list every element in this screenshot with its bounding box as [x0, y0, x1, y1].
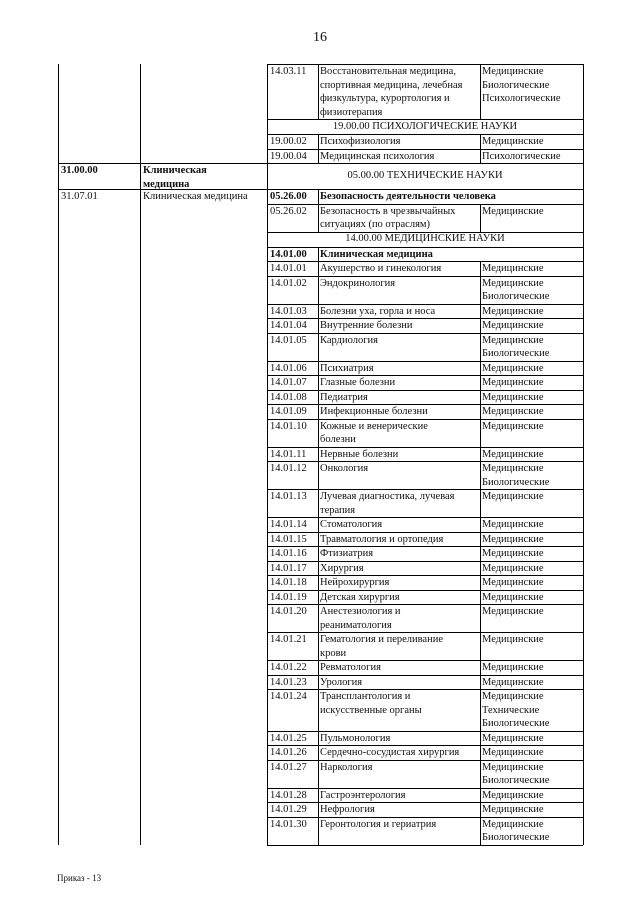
table-rule [480, 731, 481, 746]
table-rule [480, 64, 481, 119]
specialty-code: 14.01.29 [270, 804, 307, 815]
specialty-name: Наркология [320, 761, 373, 773]
footer-note: Приказ - 13 [57, 873, 102, 883]
table-rule [58, 189, 267, 190]
specialty-name: реаниматология [320, 619, 392, 631]
specialty-name: спортивная медицина, лечебная [320, 79, 463, 91]
specialty-name: Детская хирургия [320, 591, 400, 603]
table-rule [480, 660, 481, 675]
science-branch: Медицинские [482, 804, 544, 815]
specialty-code: 14.01.28 [270, 789, 307, 801]
table-rule [480, 489, 481, 517]
table-rule [583, 64, 584, 845]
table-rule [318, 404, 319, 419]
specialty-code: 14.01.26 [270, 747, 307, 758]
specialty-name: Медицинская психология [320, 150, 435, 162]
science-branch: Медицинские [482, 519, 544, 530]
specialty-name: Травматология и ортопедия [320, 533, 444, 545]
science-branch: Биологические [482, 832, 550, 843]
section-header: 14.00.00 МЕДИЦИНСКИЕ НАУКИ [345, 233, 505, 245]
specialty-name: Онкология [320, 463, 369, 474]
table-rule [480, 361, 481, 376]
science-branch: Медицинские [482, 634, 544, 645]
specialty-code: 14.01.09 [270, 406, 307, 417]
specialty-name: Болезни уха, горла и носа [320, 305, 436, 317]
specialty-code: 14.01.05 [270, 334, 307, 346]
science-branch: Медицинские [482, 747, 544, 758]
table-rule [480, 447, 481, 462]
specialty-code: 14.01.12 [270, 463, 307, 474]
specialty-name: Сердечно-сосудистая хирургия [320, 747, 460, 758]
specialty-name: болезни [320, 434, 356, 445]
specialty-code: 14.01.10 [270, 420, 307, 432]
science-branch: Медицинские [482, 818, 544, 830]
specialty-name: Педиатрия [320, 391, 368, 403]
science-branch: Медицинские [482, 577, 544, 588]
table-rule [318, 375, 319, 390]
science-branch: Медицинские [482, 662, 544, 673]
specialty-name: физиотерапия [320, 106, 383, 118]
specialty-name: Гастроэнтерология [320, 789, 406, 801]
table-rule [480, 390, 481, 405]
specialty-code: 14.01.02 [270, 277, 307, 289]
specialty-name: ситуациях (по отраслям) [320, 219, 431, 230]
science-branch: Биологические [482, 718, 550, 729]
table-rule [480, 745, 481, 760]
science-branch: Медицинские [482, 136, 544, 147]
specialty-code: 14.01.17 [270, 562, 307, 574]
specialty-name: Стоматология [320, 519, 383, 530]
table-rule [480, 304, 481, 319]
table-rule [480, 590, 481, 605]
table-rule [318, 632, 319, 660]
table-rule [318, 276, 319, 304]
group-code: 31.07.01 [61, 191, 98, 202]
table-rule [480, 461, 481, 489]
specialty-name: крови [320, 647, 347, 659]
table-rule [480, 134, 481, 149]
table-rule [480, 318, 481, 333]
science-branch: Медицинские [482, 732, 544, 744]
science-branch: Медицинские [482, 533, 544, 545]
table-rule [318, 788, 319, 803]
table-rule [480, 333, 481, 361]
table-rule [318, 189, 319, 204]
group-code: 31.00.00 [61, 165, 98, 176]
table-rule [480, 204, 481, 232]
specialty-name: Безопасность в чрезвычайных [320, 205, 456, 217]
table-rule [318, 660, 319, 675]
specialty-code: 14.01.14 [270, 519, 307, 530]
table-rule [318, 204, 319, 232]
table-rule [318, 532, 319, 547]
table-rule [318, 261, 319, 276]
table-rule [480, 261, 481, 276]
page-number: 16 [313, 30, 327, 45]
specialty-code: 14.01.06 [270, 362, 307, 374]
science-branch: Медицинские [482, 66, 544, 77]
specialty-code: 14.01.13 [270, 491, 307, 502]
science-branch: Биологические [482, 79, 550, 91]
specialty-name: Психиатрия [320, 362, 374, 374]
table-rule [480, 575, 481, 590]
specialty-name: Клиническая медицина [320, 248, 433, 260]
table-rule [318, 561, 319, 576]
table-rule [318, 802, 319, 817]
table-rule [318, 333, 319, 361]
specialty-code: 05.26.00 [270, 191, 307, 202]
specialty-name: Акушерство и гинекология [320, 263, 442, 274]
specialty-code: 14.01.27 [270, 761, 307, 773]
group-name: медицина [143, 178, 190, 190]
specialty-code: 14.01.15 [270, 533, 307, 545]
table-rule [318, 149, 319, 164]
table-rule [480, 419, 481, 447]
specialty-name: искусственные органы [320, 704, 422, 716]
science-branch: Медицинские [482, 277, 544, 289]
science-branch: Медицинские [482, 362, 544, 374]
science-branch: Медицинские [482, 562, 544, 574]
science-branch: Медицинские [482, 406, 544, 417]
table-rule [318, 134, 319, 149]
table-rule [318, 731, 319, 746]
specialty-code: 14.01.24 [270, 691, 307, 702]
table-rule [480, 276, 481, 304]
science-branch: Медицинские [482, 420, 544, 432]
section-header: 19.00.00 ПСИХОЛОГИЧЕСКИЕ НАУКИ [332, 120, 518, 132]
specialty-name: Хирургия [320, 562, 364, 574]
table-rule [480, 546, 481, 561]
table-rule [480, 632, 481, 660]
specialty-name: Урология [320, 676, 363, 688]
science-branch: Медицинские [482, 377, 544, 388]
specialty-name: Пульмонология [320, 732, 391, 744]
specialty-code: 14.01.08 [270, 391, 307, 403]
science-branch: Психологические [482, 150, 561, 162]
table-rule [267, 845, 583, 846]
table-rule [318, 304, 319, 319]
specialty-name: Психофизиология [320, 136, 401, 147]
table-rule [480, 561, 481, 576]
table-rule [58, 163, 583, 164]
table-rule [58, 64, 59, 845]
table-rule [318, 745, 319, 760]
specialty-code: 14.01.20 [270, 606, 307, 617]
table-rule [318, 247, 319, 262]
table-rule [480, 532, 481, 547]
table-rule [318, 760, 319, 788]
specialty-code: 14.01.07 [270, 377, 307, 388]
specialty-code: 14.01.25 [270, 732, 307, 744]
table-rule [480, 404, 481, 419]
specialty-code: 14.03.11 [270, 66, 307, 77]
specialty-code: 14.01.11 [270, 448, 307, 460]
specialty-name: Ревматология [320, 662, 381, 673]
science-branch: Медицинские [482, 334, 544, 346]
group-name: Клиническая медицина [143, 191, 248, 202]
table-rule [318, 318, 319, 333]
science-branch: Медицинские [482, 591, 544, 603]
table-rule [318, 675, 319, 690]
specialty-name: Нервные болезни [320, 448, 399, 460]
specialty-code: 14.01.23 [270, 676, 307, 688]
specialty-code: 14.01.18 [270, 577, 307, 588]
specialty-name: терапия [320, 504, 356, 516]
specialty-code: 14.01.30 [270, 818, 307, 830]
science-branch: Медицинские [482, 491, 544, 502]
table-rule [318, 447, 319, 462]
specialty-name: Трансплантология и [320, 691, 411, 702]
science-branch: Медицинские [482, 761, 544, 773]
specialty-name: Фтизиатрия [320, 548, 374, 559]
specialty-name: Гематология и переливание [320, 634, 443, 645]
science-branch: Медицинские [482, 606, 544, 617]
specialty-code: 14.01.21 [270, 634, 307, 645]
table-rule [318, 689, 319, 731]
table-rule [318, 461, 319, 489]
table-rule [480, 517, 481, 532]
science-branch: Медицинские [482, 205, 544, 217]
section-header: 05.00.00 ТЕХНИЧЕСКИЕ НАУКИ [347, 170, 503, 182]
specialty-name: Лучевая диагностика, лучевая [320, 491, 455, 502]
table-rule [480, 149, 481, 164]
table-rule [318, 546, 319, 561]
specialty-name: физкультура, курортология и [320, 93, 450, 104]
specialty-code: 14.01.22 [270, 662, 307, 673]
science-branch: Медицинские [482, 391, 544, 403]
science-branch: Биологические [482, 348, 550, 359]
table-rule [480, 689, 481, 731]
table-rule [318, 361, 319, 376]
table-rule [318, 517, 319, 532]
table-rule [480, 375, 481, 390]
science-branch: Медицинские [482, 263, 544, 274]
group-name: Клиническая [143, 165, 207, 176]
specialty-name: Нейрохирургия [320, 577, 390, 588]
specialty-name: Эндокринология [320, 277, 396, 289]
table-rule [318, 489, 319, 517]
specialty-name: Геронтология и гериатрия [320, 818, 437, 830]
table-rule [318, 817, 319, 845]
science-branch: Технические [482, 704, 540, 716]
table-rule [480, 802, 481, 817]
table-rule [318, 575, 319, 590]
table-rule [140, 64, 141, 845]
specialty-name: Безопасность деятельности человека [320, 191, 496, 202]
specialty-name: Кожные и венерические [320, 420, 428, 432]
science-branch: Медицинские [482, 448, 544, 460]
science-branch: Медицинские [482, 548, 544, 559]
table-rule [318, 64, 319, 119]
specialty-code: 19.00.04 [270, 150, 307, 162]
table-rule [480, 604, 481, 632]
science-branch: Медицинские [482, 691, 544, 702]
specialty-name: Восстановительная медицина, [320, 66, 456, 77]
table-rule [480, 788, 481, 803]
table-rule [318, 590, 319, 605]
specialty-name: Анестезиология и [320, 606, 401, 617]
specialty-name: Инфекционные болезни [320, 406, 428, 417]
specialty-name: Глазные болезни [320, 377, 396, 388]
table-rule [480, 817, 481, 845]
specialty-code: 14.01.19 [270, 591, 307, 603]
table-rule [267, 64, 268, 845]
science-branch: Медицинские [482, 463, 544, 474]
specialty-name: Нефрология [320, 804, 375, 815]
table-rule [267, 64, 583, 65]
science-branch: Медицинские [482, 305, 544, 317]
science-branch: Биологические [482, 476, 550, 488]
science-branch: Медицинские [482, 789, 544, 801]
specialty-code: 14.01.01 [270, 263, 307, 274]
science-branch: Медицинские [482, 676, 544, 688]
science-branch: Биологические [482, 291, 550, 302]
specialty-code: 14.01.04 [270, 320, 307, 331]
specialty-name: Внутренние болезни [320, 320, 413, 331]
science-branch: Медицинские [482, 320, 544, 331]
specialty-code: 14.01.16 [270, 548, 307, 559]
science-branch: Биологические [482, 775, 550, 786]
specialty-code: 19.00.02 [270, 136, 307, 147]
specialty-code: 14.01.03 [270, 305, 307, 317]
specialty-code: 14.01.00 [270, 248, 307, 260]
table-rule [318, 604, 319, 632]
table-rule [480, 760, 481, 788]
science-branch: Психологические [482, 93, 561, 104]
specialty-name: Кардиология [320, 334, 378, 346]
table-rule [318, 390, 319, 405]
table-rule [480, 675, 481, 690]
table-rule [318, 419, 319, 447]
specialty-code: 05.26.02 [270, 205, 307, 217]
